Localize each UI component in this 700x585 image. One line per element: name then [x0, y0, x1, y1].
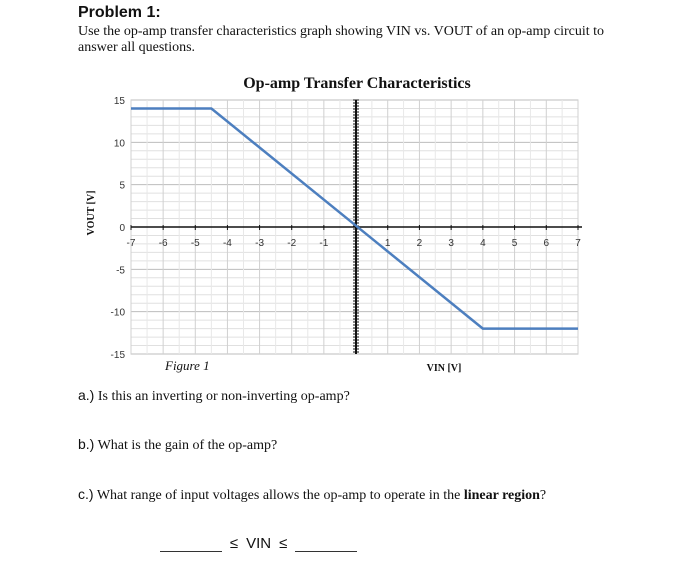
- question-b-letter: b.): [78, 436, 95, 452]
- y-tick-label: -5: [116, 265, 125, 277]
- x-tick-label: -7: [126, 238, 136, 249]
- figure-caption: Figure 1: [165, 358, 210, 373]
- question-a-letter: a.): [78, 387, 95, 403]
- question-c: [78, 486, 546, 504]
- x-tick-label: 4: [480, 238, 486, 249]
- problem-intro: Use the op-amp transfer characteristics graph showing VIN vs. VOUT of an op-amp circuit to answer all questions.: [78, 24, 605, 55]
- chart-ticks: [111, 96, 582, 361]
- answer-line: [160, 535, 357, 552]
- question-a-text: Is this an inverting or non-inverting op-amp?: [97, 389, 350, 404]
- x-tick-label: 6: [543, 238, 550, 249]
- x-tick-label: -4: [222, 238, 232, 249]
- x-tick-label: -5: [190, 238, 200, 249]
- y-tick-label: -15: [110, 350, 125, 361]
- x-tick-label: 7: [575, 238, 581, 249]
- x-axis-label: VIN [V]: [426, 363, 462, 374]
- x-tick-label: -3: [255, 238, 265, 249]
- question-b-text: What is the gain of the op-amp?: [97, 438, 278, 453]
- question-b: [78, 436, 277, 454]
- chart-title: Op-amp Transfer Characteristics: [243, 75, 471, 92]
- question-c-bold: linear region: [463, 488, 540, 503]
- question-c-text: What range of input voltages allows the op-amp to operate in the: [96, 488, 464, 503]
- y-tick-label: 15: [113, 96, 125, 107]
- answer-blank-right[interactable]: [295, 535, 357, 552]
- question-c-letter: c.): [78, 486, 94, 502]
- answer-le-right: ≤: [279, 535, 288, 552]
- question-a: [78, 387, 350, 405]
- answer-vin: VIN: [246, 535, 272, 552]
- problem-heading: Problem 1:: [78, 4, 161, 21]
- answer-blank-left[interactable]: [160, 535, 222, 552]
- y-tick-label: 0: [119, 223, 125, 234]
- x-tick-label: -6: [158, 238, 168, 249]
- y-tick-label: 10: [113, 138, 125, 150]
- question-c-end: ?: [539, 488, 547, 503]
- y-tick-label: -10: [110, 307, 125, 319]
- y-tick-label: 5: [119, 180, 125, 192]
- x-tick-label: -1: [319, 238, 329, 249]
- answer-le-left: ≤: [229, 535, 239, 552]
- y-axis-label: VOUT [V]: [86, 190, 97, 236]
- x-tick-label: 3: [448, 238, 454, 249]
- x-tick-label: 5: [511, 238, 518, 249]
- x-tick-label: 1: [384, 238, 391, 249]
- x-tick-label: 2: [416, 238, 423, 249]
- x-tick-label: -2: [287, 238, 297, 249]
